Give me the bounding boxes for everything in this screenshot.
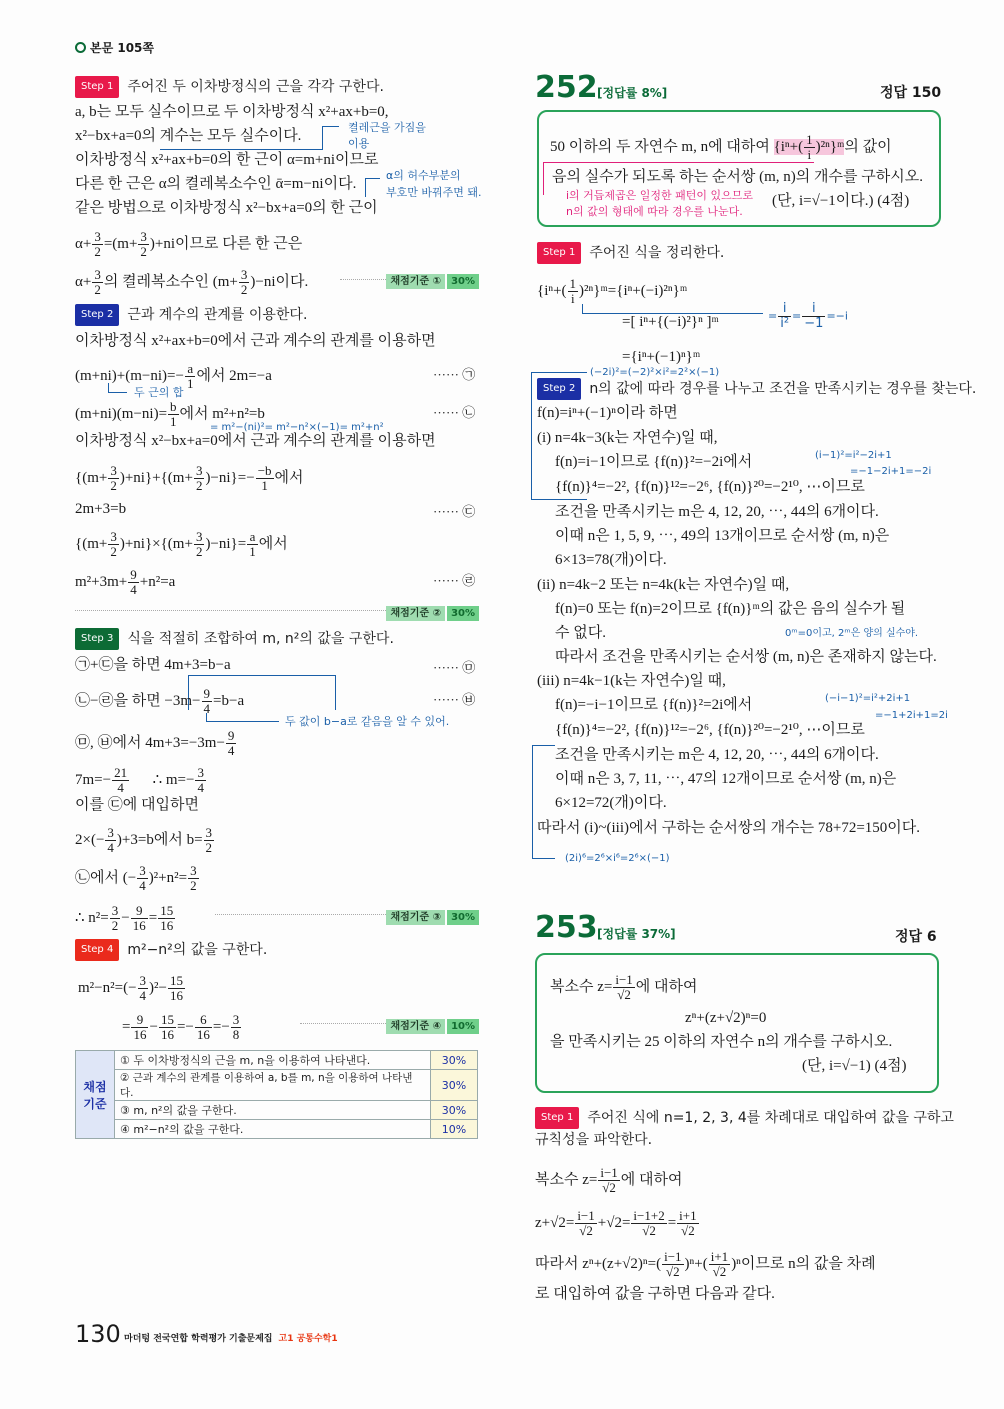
solution-line: α+ $\frac{3}{2}$ 의 켤레복소수인 (m+ $\frac{3}{2}$ )−ni이다. — [75, 267, 309, 297]
fraction: $\frac{i}{\text{i²}}$ — [780, 301, 790, 331]
fraction: $\frac{3}{2}$ — [195, 463, 203, 493]
dotted-leader — [215, 914, 390, 915]
fraction: $\frac{i-1}{√2}$ — [664, 1249, 682, 1279]
fraction: $\frac{6}{16}$ — [196, 1012, 210, 1042]
problem-condition: (단, i=√−1) (4점) — [802, 1058, 907, 1074]
problem-number: 253 — [535, 910, 598, 945]
criteria-percent: 30% — [431, 1051, 478, 1070]
problem-condition: (단, i=√−1이다.) (4점) — [772, 193, 910, 209]
fraction: $\frac{3}{2}$ — [94, 229, 101, 259]
equation-tag: ······ ㉥ — [433, 692, 476, 707]
fraction: $\frac{3}{2}$ — [240, 267, 248, 297]
fraction: $\frac{15}{16}$ — [160, 1012, 174, 1042]
step1-heading — [537, 242, 724, 264]
step-badge: Step 3 — [75, 628, 119, 650]
solution-line: 같은 방법으로 이차방정식 x²−bx+a=0의 한 근이 — [75, 200, 378, 216]
annotation: (−i−1)²=i²+2i+1 — [825, 693, 911, 704]
solution-line: ㉡−㉣을 하면 −3m− $\frac{9}{4}$ =b−a — [75, 686, 245, 716]
criteria-text: ④ m²−n²의 값을 구한다. — [115, 1120, 431, 1139]
step-title-continued: 규칙성을 파악한다. — [535, 1132, 653, 1148]
criterion-label: 채점기준 ① — [386, 274, 445, 289]
equation-tag: ······ ㉣ — [433, 573, 476, 588]
hint-annotation: i의 거듭제곱은 일정한 패턴이 있으므로 — [566, 189, 754, 202]
page-number: 130 — [75, 1320, 121, 1348]
step2-heading — [75, 304, 307, 326]
equation-tag: ······ ㉠ — [433, 367, 476, 382]
fraction: $\frac{9}{4}$ — [203, 686, 211, 716]
fraction: $\frac{3}{2}$ — [111, 903, 119, 933]
solution-line: 따라서 zⁿ+(z+√2)ⁿ=( $\frac{i-1}{√2}$ )ⁿ+( $\frac{i+1}{√2}$ )ⁿ이므로 n의 값을 차례 — [535, 1249, 876, 1279]
fraction: $\frac{15}{16}$ — [170, 973, 183, 1003]
solution-line: ㉤, ㉥에서 4m+3=−3m− $\frac{9}{4}$ — [75, 728, 235, 758]
criterion-percent: 30% — [447, 274, 479, 289]
criteria-percent: 30% — [431, 1070, 478, 1101]
fraction: $\frac{b}{1}$ — [170, 399, 177, 429]
step2-heading — [537, 378, 976, 400]
grading-criterion-badge — [386, 1017, 479, 1032]
solution-line: {(m+ $\frac{3}{2}$ )+ni}×{(m+ $\frac{3}{2}$ )−ni}= $\frac{a}{1}$ 에서 — [75, 529, 288, 559]
criteria-text: ③ m, n²의 값을 구한다. — [115, 1101, 431, 1120]
solution-line: 조건을 만족시키는 m은 4, 12, 20, ⋯, 44의 6개이다. — [555, 504, 879, 520]
solution-line: 이때 n은 3, 7, 11, ⋯, 47의 12개이므로 순서쌍 (m, n)은 — [555, 771, 897, 787]
grading-criterion-badge — [386, 604, 479, 619]
solution-line: z+√2= $\frac{i-1}{√2}$ +√2= $\frac{i-1+2}{√2}$ = $\frac{i+1}{√2}$ — [535, 1208, 697, 1238]
fraction: $\frac{9}{16}$ — [133, 1012, 147, 1042]
table-row — [76, 1070, 478, 1101]
problem-line: 복소수 z= $\frac{i-1}{√2}$ 에 대하여 — [550, 972, 698, 1002]
step4-heading — [75, 939, 267, 961]
solution-line: 다른 한 근은 α의 켤레복소수인 ᾱ=m−ni이다. — [75, 176, 357, 192]
reference-text: 본문 105쪽 — [90, 41, 155, 55]
annotation: α의 허수부분의 — [386, 169, 461, 182]
solution-line: 이때 n은 1, 5, 9, ⋯, 49의 13개이므로 순서쌍 (m, n)은 — [555, 528, 890, 544]
correct-rate: [정답률 37%] — [597, 927, 676, 941]
fraction: $\frac{9}{4}$ — [130, 567, 137, 597]
fraction: $\frac{3}{4}$ — [139, 863, 146, 893]
annotation: 켤레근을 가짐을 — [348, 121, 426, 134]
fraction: $\frac{21}{4}$ — [114, 765, 128, 795]
fraction: $\frac{3}{2}$ — [140, 229, 147, 259]
table-row — [76, 1120, 478, 1139]
fraction: $\frac{15}{16}$ — [160, 903, 174, 933]
step-badge: Step 4 — [75, 939, 119, 961]
annotation: (i−1)²=i²−2i+1 — [815, 450, 892, 461]
solution-line: α+ $\frac{3}{2}$ =(m+ $\frac{3}{2}$ )+ni이므로 다른 한 근은 — [75, 229, 303, 259]
fraction: $\frac{i+1}{√2}$ — [679, 1208, 697, 1238]
step-title: 근과 계수의 관계를 이용한다. — [127, 307, 308, 323]
solution-line: (m+ni)+(m−ni)=− $\frac{a}{1}$ 에서 2m=−a — [75, 361, 272, 391]
solution-line: f(n)=i−1이므로 {f(n)}²=−2i에서 — [555, 454, 753, 470]
solution-line: 7m=− $\frac{21}{4}$ ∴ m=− $\frac{3}{4}$ — [75, 765, 204, 795]
answer-label: 정답 150 — [880, 85, 942, 101]
step-title: m²−n²의 값을 구한다. — [127, 942, 268, 958]
solution-line: (m+ni)(m−ni)= $\frac{b}{1}$ 에서 m²+n²=b — [75, 399, 265, 429]
solution-line: 조건을 만족시키는 m은 4, 12, 20, ⋯, 44의 6개이다. — [555, 747, 879, 763]
solution-line: ∴ n²= $\frac{3}{2}$ − $\frac{9}{16}$ = $\frac{15}{16}$ — [75, 903, 174, 933]
criterion-percent: 10% — [447, 1019, 479, 1034]
fraction: $\frac{i}{-1}$ — [804, 301, 824, 331]
solution-line: m²+3m+ $\frac{9}{4}$ +n²=a — [75, 567, 176, 597]
solution-line: (ii) n=4k−2 또는 n=4k(k는 자연수)일 때, — [537, 577, 790, 593]
solution-line: = $\frac{9}{16}$ − $\frac{15}{16}$ =− $\frac{6}{16}$ =− $\frac{3}{8}$ — [122, 1012, 240, 1042]
step1-heading — [75, 76, 384, 98]
book-title: 마더텅 전국연합 학력평가 기출문제집 — [124, 1334, 273, 1344]
solution-line: {iⁿ+( $\frac{1}{i}$ )²ⁿ}ᵐ={iⁿ+(−i)²ⁿ}ᵐ — [537, 276, 688, 306]
footer-book-title — [124, 1331, 338, 1344]
solution-line: ={iⁿ+(−1)ⁿ}ᵐ — [622, 349, 701, 365]
grading-criterion-badge — [386, 908, 479, 923]
annotation-connector — [365, 178, 380, 197]
circle-bullet-icon — [75, 42, 86, 53]
step-title: 주어진 두 이차방정식의 근을 각각 구한다. — [127, 79, 384, 95]
solution-line: 6×12=72(개)이다. — [555, 795, 667, 811]
solution-line: 이를 ㉢에 대입하면 — [75, 797, 199, 813]
solution-line: 따라서 조건을 만족시키는 순서쌍 (m, n)은 존재하지 않는다. — [555, 649, 937, 665]
solution-line: 따라서 (i)~(iii)에서 구하는 순서쌍의 개수는 78+72=150이다. — [537, 820, 921, 836]
criterion-percent: 30% — [447, 910, 479, 925]
criterion-label: 채점기준 ② — [386, 606, 445, 621]
step-title: 식을 적절히 조합하여 m, n²의 값을 구한다. — [127, 631, 394, 647]
fraction: $\frac{3}{4}$ — [107, 825, 114, 855]
criteria-text: ① 두 이차방정식의 근을 m, n을 이용하여 나타낸다. — [115, 1051, 431, 1070]
criteria-text: ② 근과 계수의 관계를 이용하여 a, b를 m, n을 이용하여 나타낸다. — [115, 1070, 431, 1101]
solution-line: {f(n)}⁴=−2², {f(n)}¹²=−2⁶, {f(n)}²⁰=−2¹⁰, ⋯이므로 — [555, 722, 865, 738]
criterion-percent: 30% — [447, 606, 479, 621]
step-title: 주어진 식을 정리한다. — [589, 245, 725, 261]
annotation: 두 값이 b−a로 같음을 알 수 있어. — [285, 715, 450, 728]
solution-line: 복소수 z= $\frac{i-1}{√2}$ 에 대하여 — [535, 1165, 683, 1195]
solution-line: {(m+ $\frac{3}{2}$ )+ni}+{(m+ $\frac{3}{2}$ )−ni}=− $\frac{-b}{1}$ 에서 — [75, 463, 304, 493]
fraction: $\frac{3}{8}$ — [232, 1012, 240, 1042]
correct-rate: [정답률 8%] — [597, 86, 668, 100]
annotation-connector — [206, 713, 279, 722]
step-badge: Step 1 — [75, 76, 119, 98]
annotation: (−2i)²=(−2)²×i²=2²×(−1) — [590, 367, 720, 378]
table-row — [76, 1051, 478, 1070]
annotation-connector — [322, 126, 339, 150]
criteria-percent: 10% — [431, 1120, 478, 1139]
fraction: $\frac{1}{i}$ — [569, 276, 577, 306]
fraction: $\frac{i-1}{√2}$ — [600, 1165, 618, 1195]
fraction: $\frac{3}{4}$ — [139, 973, 147, 1003]
solution-line: m²−n²=(− $\frac{3}{4}$ )²− $\frac{15}{16}$ — [78, 973, 183, 1003]
fraction: $\frac{i-1+2}{√2}$ — [633, 1208, 665, 1238]
problem-number: 252 — [535, 70, 598, 105]
table-row — [76, 1101, 478, 1120]
problem-line — [550, 133, 892, 162]
fraction: $\frac{9}{4}$ — [227, 728, 235, 758]
problem-line: 음의 실수가 되도록 하는 순서쌍 (m, n)의 개수를 구하시오. — [552, 169, 923, 185]
equation-tag: ······ ㉤ — [433, 660, 476, 675]
page-reference — [75, 38, 154, 58]
solution-line: 이차방정식 x²−bx+a=0에서 근과 계수의 관계를 이용하면 — [75, 433, 436, 449]
fraction: $\frac{i+1}{√2}$ — [710, 1249, 729, 1279]
solution-line: 2m+3=b — [75, 501, 127, 517]
problem-text: 50 이하의 두 자연수 m, n에 대하여 — [550, 138, 774, 155]
solution-line: {f(n)}⁴=−2², {f(n)}¹²=−2⁶, {f(n)}²⁰=−2¹⁰, ⋯이므로 — [555, 479, 865, 495]
solution-line: 2×(− $\frac{3}{4}$ )+3=b에서 b= $\frac{3}{2}$ — [75, 825, 213, 855]
fraction: $\frac{3}{2}$ — [110, 463, 117, 493]
annotation: 두 근의 합 — [134, 386, 184, 399]
annotation-connector — [108, 383, 127, 393]
equation-tag: ······ ㉢ — [433, 504, 476, 519]
annotation: =−1+2i+1=2i — [875, 710, 948, 721]
solution-line: 6×13=78(개)이다. — [555, 552, 667, 568]
annotation: (2i)⁶=2⁶×i⁶=2⁶×(−1) — [565, 853, 670, 864]
solution-line: ㉡에서 (− $\frac{3}{4}$ )²+n²= $\frac{3}{2}$ — [75, 863, 197, 893]
step-badge: Step 1 — [535, 1107, 579, 1129]
grading-criterion-badge — [386, 272, 479, 287]
fraction: $\frac{9}{16}$ — [132, 903, 146, 933]
fraction: $\frac{3}{2}$ — [110, 529, 117, 559]
fraction: $\frac{a}{1}$ — [186, 361, 194, 391]
step-badge: Step 2 — [75, 304, 119, 326]
fraction: $\frac{a}{1}$ — [249, 529, 256, 559]
solution-line: 이차방정식 x²+ax+b=0의 한 근이 α=m+ni이므로 — [75, 152, 379, 168]
problem-line: 을 만족시키는 25 이하의 자연수 n의 개수를 구하시오. — [550, 1034, 893, 1050]
answer-label: 정답 6 — [895, 929, 937, 945]
criterion-label: 채점기준 ③ — [386, 910, 445, 925]
solution-line: f(n)=−i−1이므로 {f(n)}²=2i에서 — [555, 697, 753, 713]
step-badge: Step 2 — [537, 378, 581, 400]
step3-heading — [75, 628, 394, 650]
solution-line: 이차방정식 x²+ax+b=0에서 근과 계수의 관계를 이용하면 — [75, 333, 436, 349]
solution-line: 로 대입하여 값을 구하면 다음과 같다. — [535, 1286, 775, 1302]
fraction: $\frac{3}{2}$ — [205, 825, 213, 855]
hint-annotation: n의 값의 형태에 따라 경우를 나눈다. — [566, 205, 743, 218]
fraction: $\frac{i-1}{√2}$ — [615, 972, 633, 1002]
solution-line: (iii) n=4k−1(k는 자연수)일 때, — [537, 673, 726, 689]
solution-line: x²−bx+a=0의 계수는 모두 실수이다. — [75, 128, 302, 144]
criteria-header: 채점 기준 — [76, 1051, 115, 1139]
step-badge: Step 1 — [537, 242, 581, 264]
criteria-percent: 30% — [431, 1101, 478, 1120]
fraction: $\frac{3}{2}$ — [94, 267, 101, 297]
subject-label: 고1 공통수학1 — [278, 1334, 338, 1344]
fraction: $\frac{1}{i}$ — [806, 132, 813, 162]
solution-line: 수 없다. — [555, 625, 606, 641]
solution-line: f(n)=0 또는 f(n)=2이므로 {f(n)}ᵐ의 값은 음의 실수가 될 — [555, 601, 906, 617]
criterion-label: 채점기준 ④ — [386, 1019, 445, 1034]
fraction: $\frac{3}{4}$ — [197, 765, 204, 795]
equation-tag: ······ ㉡ — [433, 405, 476, 420]
fraction: $\frac{-b}{1}$ — [257, 463, 272, 493]
problem-text: 의 값이 — [844, 138, 892, 155]
annotation: =−1−2i+1=−2i — [850, 466, 932, 477]
annotation: 부호만 바꿔주면 돼. — [386, 186, 482, 199]
grading-criteria-table — [75, 1050, 478, 1139]
dotted-leader — [300, 1023, 390, 1024]
problem-equation: zⁿ+(z+√2)ⁿ=0 — [685, 1010, 767, 1026]
annotation: = $\frac{i}{\text{i²}}$ = $\frac{i}{-1}$ =−i — [768, 301, 848, 331]
solution-line: =[ iⁿ+{(−i)²}ⁿ ]ᵐ — [622, 314, 719, 330]
dotted-leader — [75, 610, 390, 611]
step-title: 주어진 식에 n=1, 2, 3, 4를 차례대로 대입하여 값을 구하고 — [587, 1110, 954, 1126]
solution-line: f(n)=iⁿ+(−1)ⁿ이라 하면 — [537, 405, 678, 421]
annotation-connector — [532, 745, 555, 859]
dotted-leader — [340, 279, 390, 280]
fraction: $\frac{i-1}{√2}$ — [577, 1208, 595, 1238]
solution-line: (i) n=4k−3(k는 자연수)일 때, — [537, 430, 718, 446]
fraction: $\frac{3}{2}$ — [195, 529, 203, 559]
highlighted-expression: {iⁿ+( $\frac{1}{i}$ )²ⁿ}ᵐ — [773, 132, 845, 162]
step1-heading — [535, 1107, 954, 1129]
solution-line: a, b는 모두 실수이므로 두 이차방정식 x²+ax+b=0, — [75, 104, 389, 120]
annotation: = m²−(ni)²= m²−n²×(−1)= m²+n² — [210, 422, 384, 433]
annotation: 이용 — [348, 137, 370, 150]
solution-line: ㉠+㉢을 하면 4m+3=b−a — [75, 657, 231, 673]
step-title: n의 값에 따라 경우를 나누고 조건을 만족시키는 경우를 찾는다. — [589, 381, 977, 397]
fraction: $\frac{3}{2}$ — [190, 863, 197, 893]
annotation: 0ᵐ=0이고, 2ᵐ은 양의 실수야. — [785, 628, 919, 639]
